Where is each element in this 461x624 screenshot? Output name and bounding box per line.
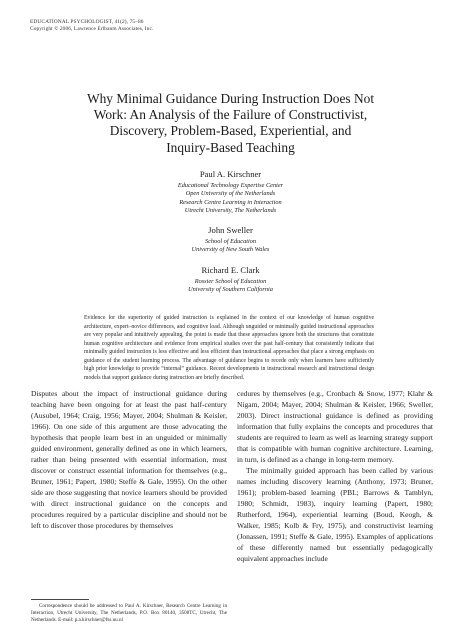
title-line: Inquiry-Based Teaching — [166, 139, 295, 155]
body-paragraph: cedures by themselves (e.g., Cronbach & Snow, 1977; Klahr & Nigam, 2004; Mayer, 2004; Shulman & Keisler, 1966; Sweller, 2003). Direct instructional guidance is defined as providing information that fully explains the concepts and procedures that students are required to learn as well as learning strategy support that is compatible with human cognitive architecture. Learning, in turn, is defined as a change in long-term memory. — [237, 389, 433, 464]
title-line: Work: An Analysis of the Failure of Constructivist, — [93, 107, 368, 123]
footnote-rule — [31, 599, 89, 600]
running-head — [30, 19, 153, 33]
body-paragraph: Disputes about the impact of instructional guidance during teaching have been ongoing for at least the past half-century (Ausubel, 1964; Craig, 1956; Mayer, 2004; Shulman & Keisler, 1966). On one side of this argument are those advocating the hypothesis that people learn best in an unguided or minimally guided environment, generally defined as one in which learners, rather than being presented with essential information, must discover or construct essential information for themselves (e.g., Bruner, 1961; Papert, 1980; Steffe & Gale, 1995). On the other side are those suggesting that novice learners should be provided with direct instructional guidance on the concepts and procedures required by a particular discipline and should not be left to discover those procedures by themselves — [31, 389, 227, 530]
author-name: Paul A. Kirschner — [199, 169, 262, 179]
article-title — [40, 91, 421, 156]
title-line: Why Minimal Guidance During Instruction Does Not — [86, 91, 375, 106]
author-affiliation: Utrecht University, The Netherlands — [184, 206, 277, 214]
body-column-right — [237, 388, 433, 618]
body-paragraph: The minimally guided approach has been called by various names including discovery learning (Anthony, 1973; Bruner, 1961); problem-based learning (PBL; Barrows & Tamblyn, 1980; Schmidt, 1983), inquiry learning (Papert, 1980; Rutherford, 1964), experiential learning (Boud, Keogh, & Walker, 1985; Kolb & Fry, 1975), and constructivist learning (Jonassen, 1991; Steffe & Gale, 1995). Examples of applications of these differently named but essentially pedagogically equivalent approaches include — [237, 466, 433, 563]
author-name: John Sweller — [208, 225, 253, 235]
copyright-line: Copyright © 2006, Lawrence Erlbaum Associates, Inc. — [30, 26, 154, 32]
author-affiliation: Research Centre Learning in Interaction — [179, 198, 282, 206]
correspondence-footnote: Correspondence should be addressed to Paul A. Kirschner, Research Centre Learning in Interaction, Utrecht University, The Netherlands, P.O. Box 80140, 3508TC, Utrecht, The Netherlands. E-mail: p.a.kirschner@fss.uu.nl — [31, 603, 227, 623]
author-affiliation: University of Southern California — [188, 286, 273, 294]
author-block-sweller — [40, 225, 421, 255]
title-line: Discovery, Problem-Based, Experiential, and — [109, 123, 352, 139]
author-affiliation: Rossier School of Education — [194, 278, 267, 285]
author-block-kirschner — [40, 169, 421, 215]
author-block-clark — [40, 265, 421, 295]
abstract: Evidence for the superiority of guided instruction is explained in the context of our knowledge of human cognitive architecture, expert–novice differences, and cognitive load. Although unguided or minimally guided instructional approaches are very popular and intuitively appealing, the point is made that these approaches ignore both the structures that constitute human cognitive architecture and evidence from empirical studies over the past half-century that consistently indicate that minimally guided instruction is less effective and less efficient than instructional approaches that place a strong emphasis on guidance of the student learning process. The advantage of guidance begins to recede only when learners have sufficiently high prior knowledge to provide “internal” guidance. Recent developments in instructional research and instructional design models that support guidance during instruction are briefly described. — [84, 315, 374, 381]
author-affiliation: Educational Technology Expertise Center — [177, 182, 284, 189]
author-name: Richard E. Clark — [201, 265, 260, 275]
body-column-left — [31, 388, 227, 596]
author-affiliation: Open University of the Netherlands — [185, 190, 276, 198]
author-affiliation: School of Education — [204, 238, 257, 245]
author-affiliation: University of New South Wales — [191, 246, 270, 254]
journal-citation: EDUCATIONAL PSYCHOLOGIST, 41(2), 75–86 — [30, 19, 144, 25]
